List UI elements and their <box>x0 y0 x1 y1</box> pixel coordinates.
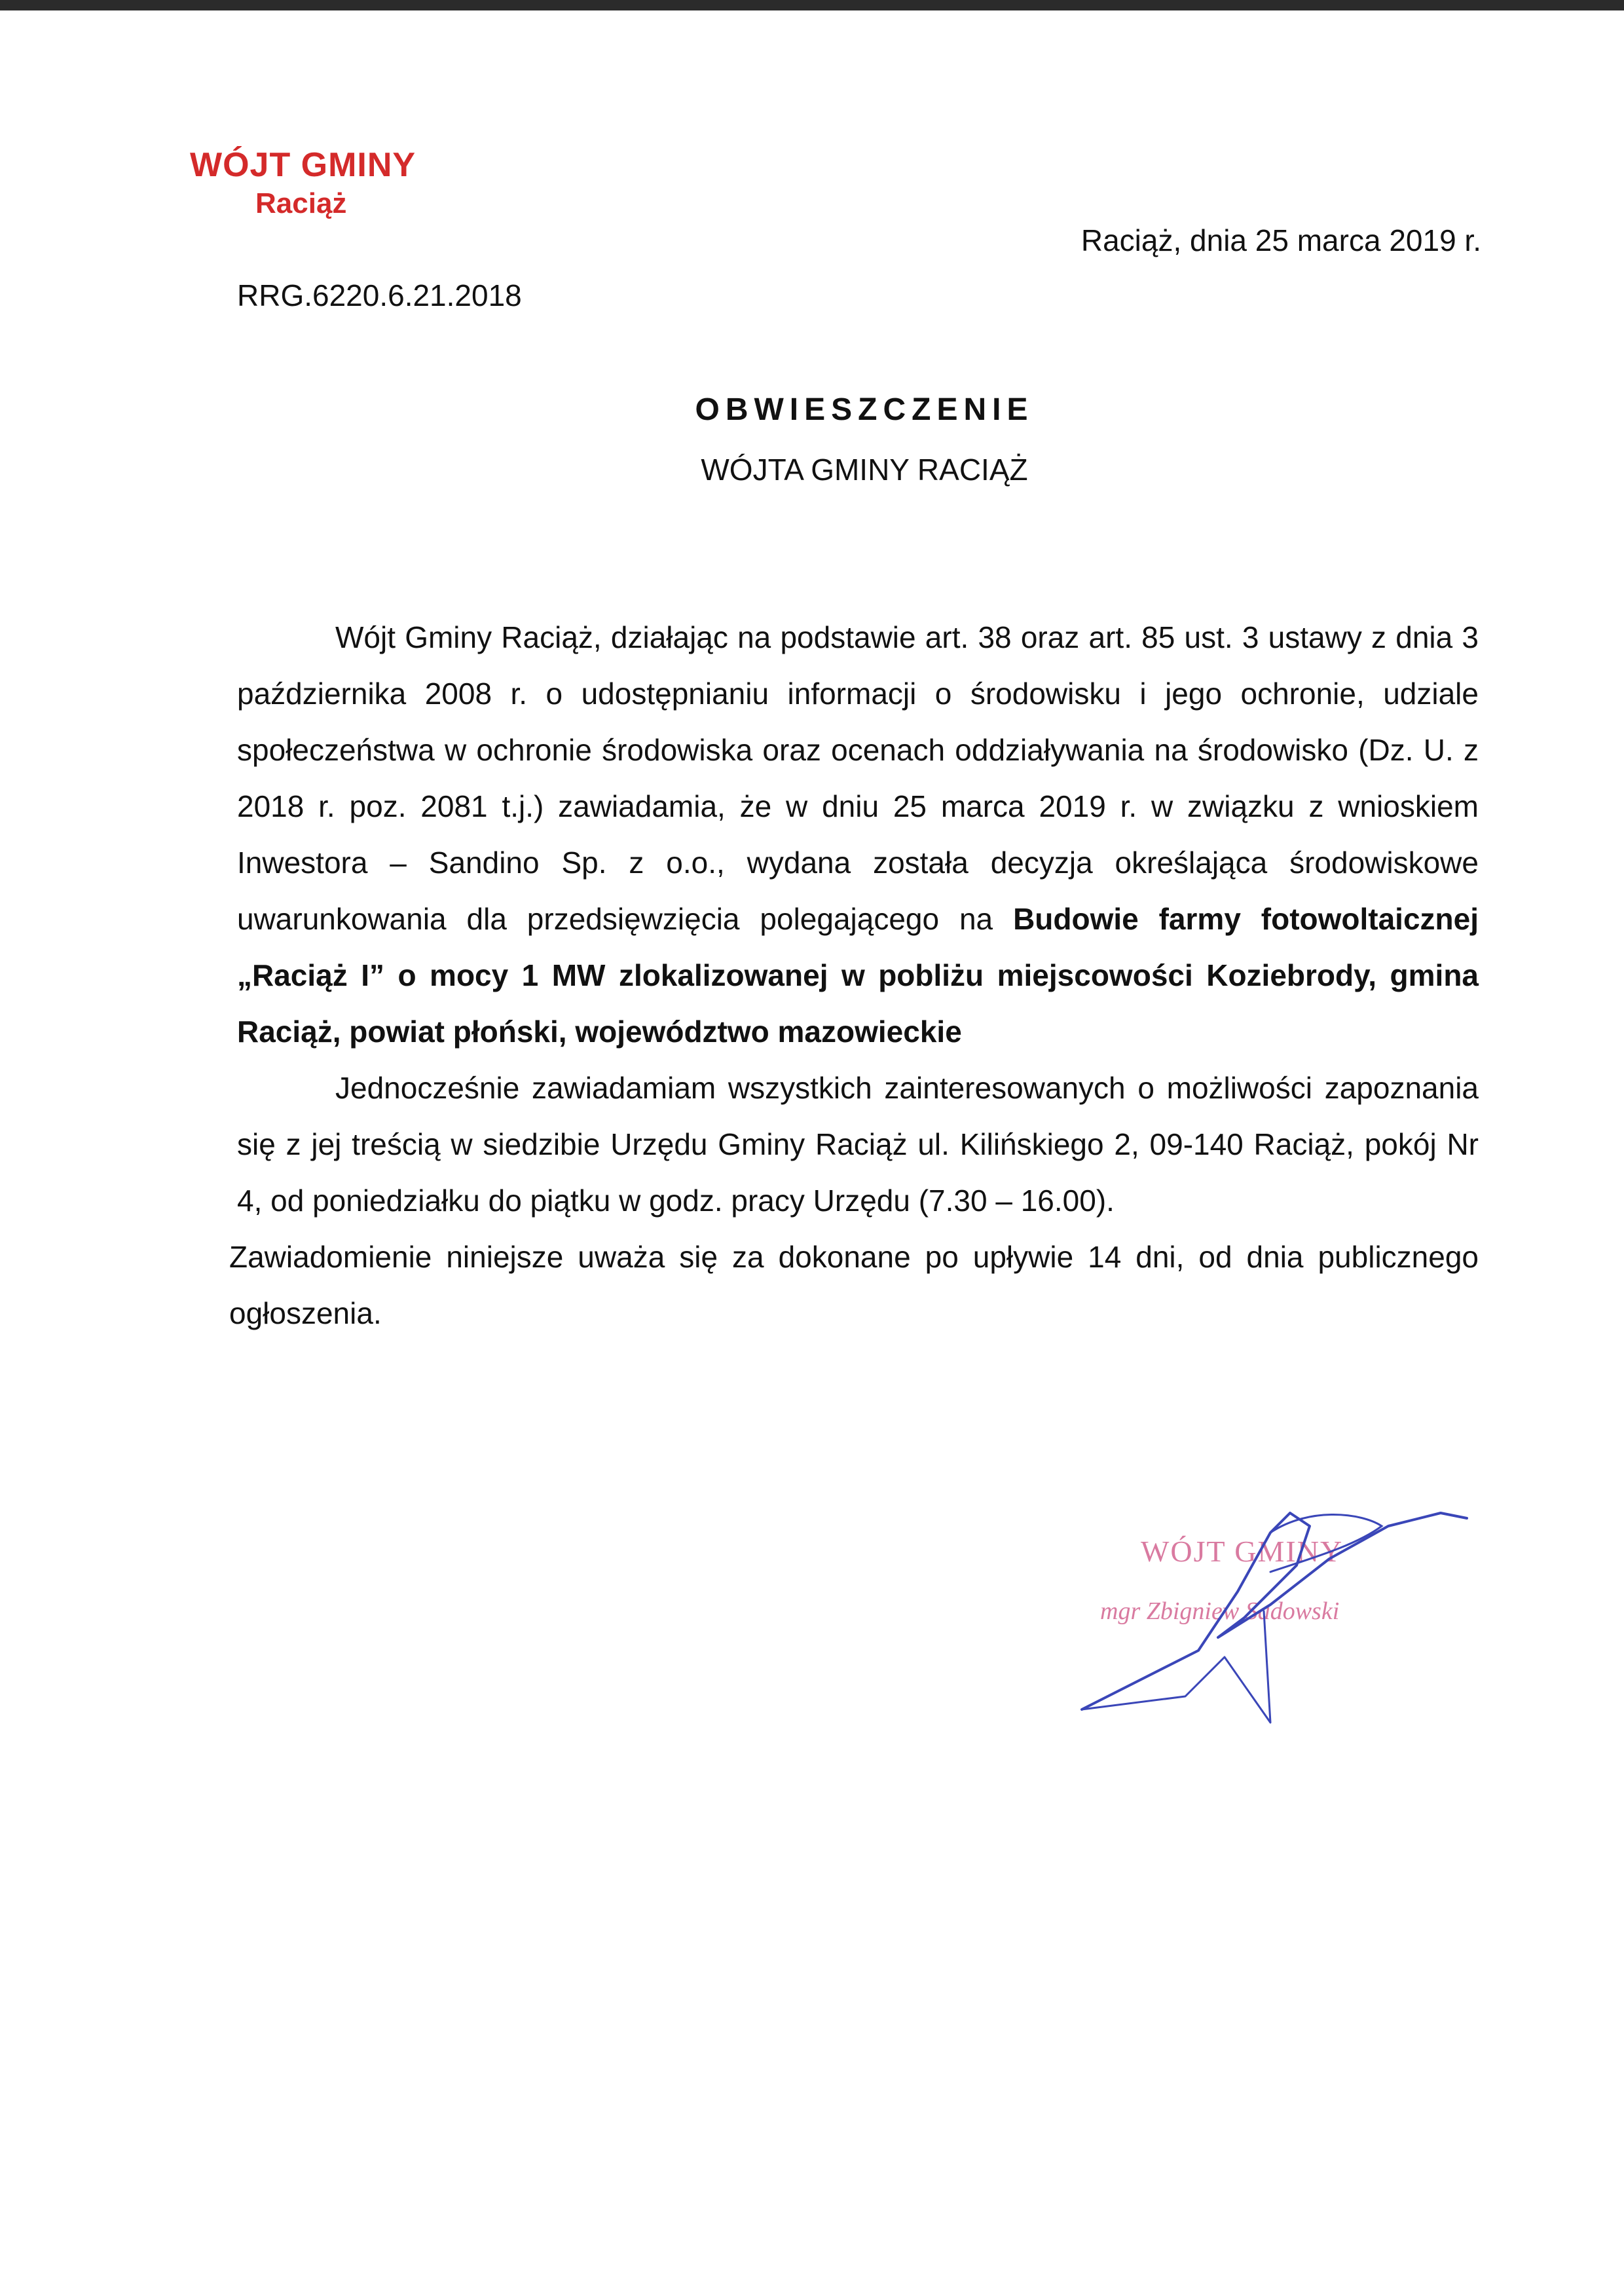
paragraph-announcement <box>237 609 1479 1060</box>
document-title: OBWIESZCZENIE <box>695 392 1034 427</box>
handwritten-signature <box>1074 1487 1480 1736</box>
stamp-title: WÓJT GMINY <box>190 146 416 184</box>
reference-number: RRG.6220.6.21.2018 <box>237 278 522 312</box>
paragraph-notice: Jednocześnie zawiadamiam wszystkich zainteresowanych o możliwości zapoznania się z jej treścią w siedzibie Urzędu Gminy Raciąż ul. Kilińskiego 2, 09-140 Raciąż, pokój Nr 4, od poniedziałku do piątku w godz. pracy Urzędu (7.30 – 16.00). <box>237 1071 1479 1218</box>
document-date: Raciąż, dnia 25 marca 2019 r. <box>1080 223 1481 257</box>
official-stamp <box>190 145 416 220</box>
signature-stamp-name: mgr Zbigniew Sadowski <box>1100 1597 1340 1625</box>
signature-tail <box>1082 1611 1270 1723</box>
signature-loop <box>1270 1515 1382 1573</box>
scan-top-edge <box>0 0 1624 10</box>
signature-stroke <box>1082 1513 1467 1709</box>
paragraph-effective: Zawiadomienie niniejsze uważa się za dokonane po upływie 14 dni, od dnia publicznego ogłoszenia. <box>229 1240 1479 1330</box>
paragraph-announcement-text: Wójt Gminy Raciąż, działając na podstawie art. 38 oraz art. 85 ust. 3 ustawy z dnia 3 października 2008 r. o udostępnianiu informacji o środowisku i jego ochronie, udziale społeczeństwa w ochronie środowiska oraz ocenach oddziaływania na środowisko (Dz. U. z 2018 r. poz. 2081 t.j.) zawiadamia, że w dniu 25 marca 2019 r. w związku z wnioskiem Inwestora – Sandino Sp. z o.o., wydana została decyzja określająca środowiskowe uwarunkowania dla przedsięwzięcia polegającego na <box>237 620 1479 936</box>
project-name: Budowie farmy fotowoltaicznej „Raciąż I” o mocy 1 MW zlokalizowanej w pobliżu miejscowości Koziebrody, gmina Raciąż, powiat płoński, województwo mazowieckie <box>237 902 1479 1049</box>
signature-block <box>1074 1487 1480 1736</box>
document-subtitle: WÓJTA GMINY RACIĄŻ <box>701 453 1028 487</box>
stamp-place: Raciąż <box>255 187 347 219</box>
signature-stamp-title: WÓJT GMINY <box>1141 1535 1344 1568</box>
document-body <box>229 609 1479 1341</box>
